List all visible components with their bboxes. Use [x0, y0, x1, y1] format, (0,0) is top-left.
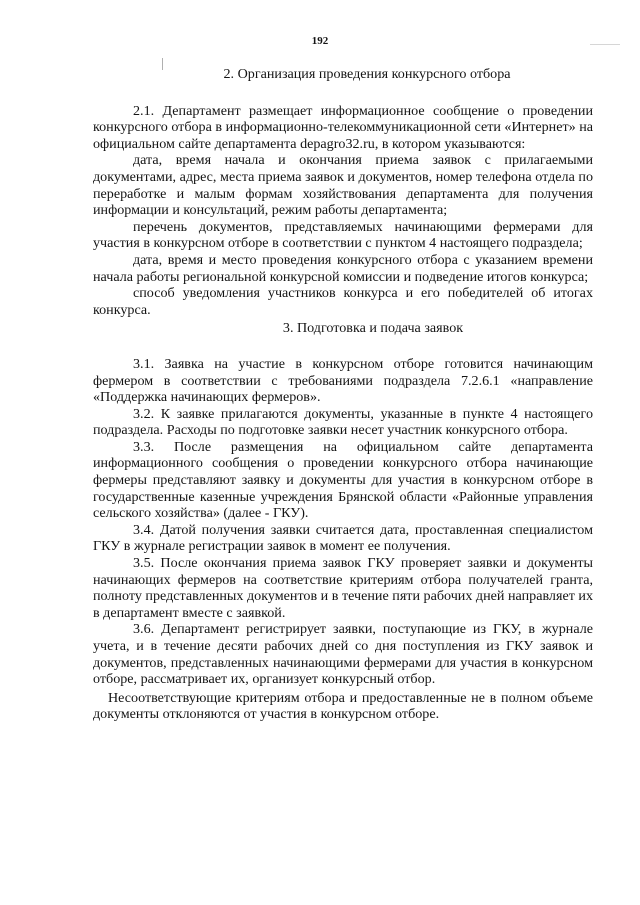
paragraph: 3.6. Департамент регистрирует заявки, поступающие из ГКУ, в журнале учета, и в течение десяти рабочих дней со дня поступления из ГКУ заявок и документов, представленных начинающими фермерами для участия в конкурсном отборе, рассматривает их, организует конкурсный отбор.	[93, 621, 593, 688]
page-number: 192	[311, 35, 329, 47]
section-heading: 2. Организация проведения конкурсного отбора	[223, 66, 511, 82]
section-heading: 3. Подготовка и подача заявок	[282, 320, 464, 337]
paragraph: 2.1. Департамент размещает информационное сообщение о проведении конкурсного отбора в информационно-телекоммуникационной сети «Интернет» на официальном сайте департамента depagro32.ru, в котором указываются:	[93, 102, 593, 152]
paragraph: перечень документов, представляемых начинающими фермерами для участия в конкурсном отборе в соответствии с пунктом 4 настоящего подраздела;	[93, 218, 593, 252]
paragraph: дата, время начала и окончания приема заявок с прилагаемыми документами, адрес, места приема заявок и документов, номер телефона отдела по переработке и малым формам хозяйствования департамента для получения информации и консультаций, режим работы департамента;	[93, 152, 593, 219]
scan-artifact	[590, 44, 620, 45]
paragraph: 3.5. После окончания приема заявок ГКУ проверяет заявки и документы начинающих фермеров на соответствие критериям отбора получателей гранта, полноту представленных документов и в течение пяти рабочих дней направляет их в департамент вместе с заявкой.	[93, 555, 593, 621]
paragraph: способ уведомления участников конкурса и его победителей об итогах конкурса.	[93, 285, 593, 318]
paragraph: 3.4. Датой получения заявки считается дата, проставленная специалистом ГКУ в журнале регистрации заявок в момент ее получения.	[93, 521, 593, 555]
paragraph: дата, время и место проведения конкурсного отбора с указанием времени начала работы региональной конкурсной комиссии и подведение итогов конкурса;	[93, 251, 593, 285]
paragraph: 3.2. К заявке прилагаются документы, указанные в пункте 4 настоящего подраздела. Расходы по подготовке заявки несет участник конкурсного отбора.	[93, 405, 593, 439]
paragraph: 3.1. Заявка на участие в конкурсном отборе готовится начинающим фермером в соответствии с требованиями подраздела 7.2.6.1 «направление «Поддержка начинающих фермеров».	[93, 355, 593, 406]
paragraph: 3.3. После размещения на официальном сайте департамента информационного сообщения о проведении конкурсного отбора начинающие фермеры представляют заявку и документы для участия в конкурсном отборе в государственные казенные учреждения Брянской области «Районные управления сельского хозяйства» (далее - ГКУ).	[93, 438, 593, 522]
paragraph: Несоответствующие критериям отбора и предоставленные не в полном объеме документы отклоняются от участия в конкурсном отборе.	[93, 689, 593, 723]
document-body	[93, 60, 593, 723]
